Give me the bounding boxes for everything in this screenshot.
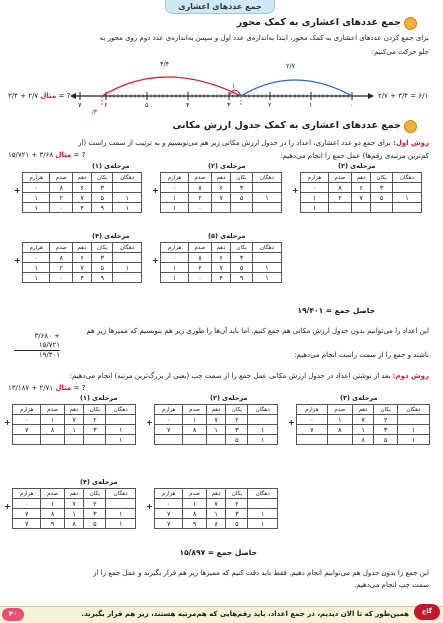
section3-example [8,384,85,392]
s3-stage3-table: هزارم صدم دهم یکان دهگان ۰ ۱ ۷ ۲ ۷ ۸ ۱ ۳ ۱ ۸ ۵ ۱ [296,404,430,445]
arc-label-small: ۱ [232,82,236,90]
section-bullet-icon [404,17,417,30]
way2-text [70,371,429,381]
section3-para-end2: سمت چپ انجام می‌دهیم. [354,581,429,589]
tick-6: ۶ [104,101,108,109]
tick-2: ۲ [268,101,272,109]
s3-stage4-table: هزارم صدم دهم یکان دهگان ۰ ۱ ۷ ۲ ۷ ۸ ۱ ۳ ۱ ۷ ۹ ۸ ۵ ۱ [12,488,136,529]
stage3-label: مرحله‌ی (۳) [338,162,376,170]
tick-small: ۰/۳ [88,108,98,116]
s3-stage4-label: مرحله‌ی (۴) [80,478,118,486]
footer-note: همین‌طور که تا الان دیدیم، در جمع اعداد، باید رقم‌هایی که هم‌مرتبه هستند، زیر هم قرار بگیرند. [81,610,409,618]
s3-stage2-label: مرحله‌ی (۲) [210,394,248,402]
way1-text [78,138,429,148]
way2-label: روش دوم: [392,372,429,380]
plus-sign: + [152,186,159,195]
vertical-sum [14,332,60,360]
page-header-title: جمع عددهای اعشاری [165,0,275,14]
stage2-label: مرحله‌ی (۲) [208,162,246,170]
section-bullet-icon [404,120,417,133]
brand-logo: گاج [414,604,440,620]
vertical-sum-line2: ۱۵/۷۲۱ [38,341,60,349]
vertical-sum-line1: ۳/۶۸۰ + [34,332,60,340]
way1-text2: کم‌ترین مرتبه‌ی رقم‌ها) عمل جمع را انجام می‌دهیم: [280,152,429,160]
plus-sign: + [152,256,159,265]
stage4-table: هزارم صدم دهم یکان دهگان ۰ ۸ ۶ ۳ ۱ ۲ ۷ ۵ ۱ ۱ ۰ ۴ ۹ [22,242,142,283]
section1-result: ۲/۷ + ۳/۴ = ۶/۱ [378,92,429,100]
stage1-label: مرحله‌ی (۱) [92,162,130,170]
tick-5: ۵ [145,101,149,109]
tick-4: ۴ [186,101,190,109]
stage3-table: هزارم صدم دهم یکان دهگان ۰ ۸ ۶ ۳ ۱ ۲ ۷ ۵ ۱ ۱ [300,172,422,213]
section1-para2: جلو حرکت می‌کنیم: [371,48,429,56]
section1-example [8,92,70,100]
plus-sign: + [4,418,11,427]
stage5-table: هزارم صدم دهم یکان دهگان ۰ ۸ ۶ ۳ ۱ ۲ ۷ ۵ ۱ ۱ ۰ ۴ ۹ ۱ [160,242,282,283]
section3-sum: حاصل جمع = ۱۵/۸۹۷ [179,548,257,557]
page-number: ۴۰ [2,608,24,621]
example-expression: ۲/۷ + ۳/۴ = ? [8,92,71,100]
plus-sign: + [14,186,21,195]
example-label: مثال [55,384,72,392]
example-expression: ۲/۷۱ + ۱۳/۱۸۷ = ? [8,384,86,392]
section1-title: جمع عددهای اعشاری به کمک محور [236,17,401,28]
example-label: مثال [40,92,57,100]
plus-sign: + [288,418,295,427]
way1-body: برای جمع دو عدد اعشاری، اعداد را در جدول ارزش مکانی زیر هم می‌نویسیم و به ترتیب از سمت راست (از [78,139,391,147]
example-label: مثال [55,151,72,159]
s3-stage1-label: مرحله‌ی (۱) [80,394,118,402]
s3-stage1-table: هزارم صدم دهم یکان دهگان ۰ ۱ ۷ ۲ ۷ ۸ ۱ ۳ ۱ ۱ [12,404,136,445]
way1-label: روش اول: [392,139,429,147]
stage4-label: مرحله‌ی (۴) [92,232,130,240]
arc-label-first: ۲/۷ [286,62,296,70]
s3-stage5-table: هزارم صدم دهم یکان دهگان ۰ ۱ ۷ ۲ ۷ ۸ ۱ ۳ ۱ ۷ ۹ ۸ ۵ ۱ [154,488,278,529]
section2-para-after1: این اعداد را می‌توانیم بدون جدول ارزش مکانی هم جمع کنیم. اما باید آن‌ها را طوری زیر هم بنویسیم که ممیزها زیر هم [86,327,429,335]
number-line-diagram [0,58,443,114]
tick-1: ۱ [309,101,313,109]
s3-stage3-label: مرحله‌ی (۳) [340,394,378,402]
stage5-label: مرحله‌ی (۵) [208,232,246,240]
section2-example [8,151,85,159]
section3-para-end1: این جمع را بدون جدول هم می‌توانیم انجام دهیم. فقط باید دقت کنیم که ممیزها زیر هم قرار بگیرند و عمل جمع را از [93,569,429,577]
vertical-sum-result: ۱۹/۴۰۱ [14,350,60,360]
plus-sign: + [14,256,21,265]
plus-sign: + [292,186,299,195]
way2-body: بعد از نوشتن اعداد در جدول ارزش مکانی عمل جمع را از سمت چپ (یعنی از بزرگ‌ترین مرتبه) انجام می‌دهیم: [69,372,391,380]
s3-stage2-table: هزارم صدم دهم یکان دهگان ۰ ۱ ۷ ۲ ۷ ۸ ۱ ۳ ۱ ۵ ۱ [154,404,278,445]
plus-sign: + [146,502,153,511]
example-expression: ۳/۶۸ + ۱۵/۷۲۱ = ? [8,151,86,159]
section2-title: جمع عددهای اعشاری به کمک جدول ارزش مکانی [172,120,401,131]
section1-para1: برای جمع کردن عددهای اعشاری به کمک محور، ابتدا به‌اندازه‌ی عدد اول و سپس به‌اندازه‌ی عدد دوم روی محور به [99,34,429,42]
stage2-table: هزارم صدم دهم یکان دهگان ۰ ۸ ۶ ۳ ۱ ۲ ۷ ۵ ۱ ۱ ۰ [160,172,282,213]
plus-sign: + [4,502,11,511]
stage1-table: هزارم صدم دهم یکان دهگان ۰ ۸ ۶ ۳ ۱ ۲ ۷ ۵ ۱ ۱ ۰ ۴ ۹ ۱ [22,172,142,213]
tick-7: ۷ [78,101,82,109]
tick-0: ۰ [350,101,354,109]
section2-sum: حاصل جمع = ۱۹/۴۰۱ [297,306,375,315]
plus-sign: + [146,418,153,427]
tick-3: ۳ [227,101,231,109]
section2-para-after2: باشند و جمع را از سمت راست انجام می‌دهیم: [294,351,429,359]
arc-label-second: ۳/۴ [160,60,170,68]
